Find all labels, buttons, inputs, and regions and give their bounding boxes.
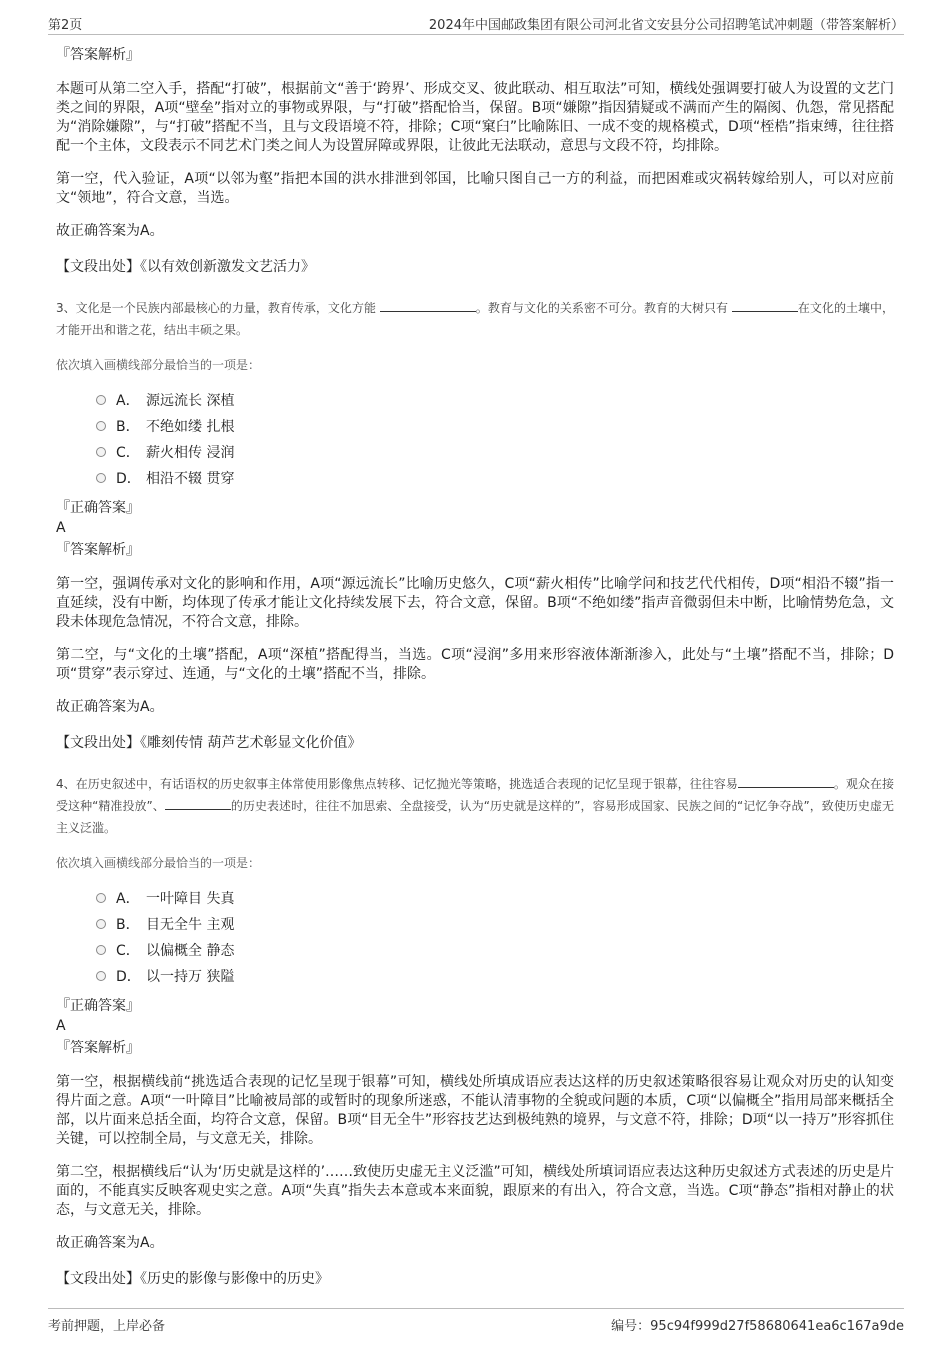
radio-icon[interactable] (96, 395, 106, 405)
option-text: 相沿不辍 贯穿 (146, 471, 235, 487)
option-letter: A． (116, 891, 140, 907)
analysis-heading: 『答案解析』 (56, 542, 140, 558)
option-text: 源远流长 深植 (146, 393, 235, 409)
answer-conclusion: 故正确答案为A。 (56, 223, 164, 239)
blank-line (165, 797, 231, 810)
option-text: 以一持万 狭隘 (146, 969, 235, 985)
correct-answer: A (56, 520, 66, 536)
options-list (96, 885, 894, 989)
question-text-part: 在文化的土壤中，才能开出和谐之花，结出丰硕之果。 (56, 301, 894, 337)
option-d[interactable] (96, 963, 894, 989)
source-citation: 【文段出处】《历史的影像与影像中的历史》 (56, 1271, 329, 1287)
analysis-paragraph: 第一空，代入验证，A项“以邻为壑”指把本国的洪水排泄到邻国，比喻只图自己一方的利益，而把困难或灾祸转嫁给别人，可以对应前文“领地”，符合文意，当选。 (56, 171, 894, 206)
option-text: 目无全牛 主观 (146, 917, 235, 933)
source-citation: 【文段出处】《雕刻传情 葫芦艺术彰显文化价值》 (56, 735, 362, 751)
option-text: 以偏概全 静态 (146, 943, 235, 959)
option-letter: D． (116, 969, 141, 985)
correct-answer-heading: 『正确答案』 (56, 500, 140, 516)
question-text (56, 297, 894, 341)
option-b[interactable] (96, 413, 894, 439)
option-letter: B． (116, 917, 140, 933)
page-header (48, 12, 904, 35)
analysis-paragraph: 本题可从第二空入手，搭配“打破”，根据前文“善于‘跨界’、形成交叉、彼此联动、相互取法”可知，横线处强调要打破人为设置的文艺门类之间的界限，A项“壁垒”指对立的事物或界限，与“打破”搭配恰当，保留。B项“嫌隙”指因猜疑或不满而产生的隔阂、仇怨，常见搭配为“消除嫌隙”，与“打破”搭配不当，且与文段语境不符，排除；C项“窠臼”比喻陈旧、一成不变的规格模式，D项“桎梏”指束缚，往往搭配一个主体，文段表示不同艺术门类之间人为设置屏障或界限，让彼此无法联动，意思与文段不符，均排除。 (56, 81, 894, 154)
option-text: 不绝如缕 扎根 (146, 419, 235, 435)
radio-icon[interactable] (96, 447, 106, 457)
document-title: 2024年中国邮政集团有限公司河北省文安县分公司招聘笔试冲刺题（带答案解析） (428, 18, 904, 33)
question-text-part: 。教育与文化的关系密不可分。教育的大树只有 (475, 301, 732, 315)
options-list (96, 387, 894, 491)
option-d[interactable] (96, 465, 894, 491)
page-footer (48, 1308, 904, 1335)
option-c[interactable] (96, 439, 894, 465)
analysis-paragraph: 第一空，强调传承对文化的影响和作用，A项“源远流长”比喻历史悠久，C项“薪火相传”比喻学问和技艺代代相传，D项“相沿不辍”指一直延续，没有中断，均体现了传承才能让文化持续发展下去，符合文意，保留。B项“不绝如缕”指声音微弱但未中断，比喻情势危急，文段未体现危急情况，不符合文意，排除。 (56, 576, 894, 630)
option-letter: D． (116, 471, 141, 487)
analysis-heading: 『答案解析』 (56, 47, 140, 63)
option-letter: C． (116, 445, 140, 461)
radio-icon[interactable] (96, 421, 106, 431)
blank-line (738, 775, 834, 788)
source-citation: 【文段出处】《以有效创新激发文艺活力》 (56, 259, 315, 275)
option-letter: C． (116, 943, 140, 959)
analysis-heading: 『答案解析』 (56, 1040, 140, 1056)
main-content (56, 44, 894, 1300)
blank-line (380, 299, 476, 312)
analysis-paragraph: 第二空，根据横线后“认为‘历史就是这样的’……致使历史虚无主义泛滥”可知，横线处所填词语应表达这种历史叙述方式表述的历史是片面的，不能真实反映客观史实之意。A项“失真”指失去本意或本来面貌，跟原来的有出入，符合文意，当选。C项“静态”指相对静止的状态，与文意无关，排除。 (56, 1164, 894, 1218)
option-c[interactable] (96, 937, 894, 963)
option-text: 薪火相传 浸润 (146, 445, 235, 461)
correct-answer: A (56, 1018, 66, 1034)
option-letter: A． (116, 393, 140, 409)
question-text-part: 3、文化是一个民族内部最核心的力量，教育传承，文化方能 (56, 301, 380, 315)
analysis-paragraph: 第二空，与“文化的土壤”搭配，A项“深植”搭配得当，当选。C项“浸润”多用来形容液体渐渐渗入，此处与“土壤”搭配不当，排除；D项“贯穿”表示穿过、连通，与“文化的土壤”搭配不当，排除。 (56, 647, 894, 682)
page-number: 第2页 (48, 18, 83, 33)
question-text-part: 。观众在接受这种“精准投放”、 (56, 777, 894, 813)
question-text (56, 773, 894, 839)
radio-icon[interactable] (96, 893, 106, 903)
option-letter: B． (116, 419, 140, 435)
radio-icon[interactable] (96, 971, 106, 981)
option-a[interactable] (96, 387, 894, 413)
question-prompt: 依次填入画横线部分最恰当的一项是： (56, 856, 261, 870)
correct-answer-heading: 『正确答案』 (56, 998, 140, 1014)
question-text-part: 的历史表述时，往往不加思索、全盘接受，认为“历史就是这样的”，容易形成国家、民族之间的“记忆争夺战”，致使历史虚无主义泛滥。 (56, 799, 894, 835)
footer-slogan: 考前押题，上岸必备 (48, 1319, 166, 1334)
question-text-part: 4、在历史叙述中，有话语权的历史叙事主体常使用影像焦点转移、记忆抛光等策略，挑选适合表现的记忆呈现于银幕，往往容易 (56, 777, 738, 791)
document-id: 编号：95c94f999d27f58680641ea6c167a9de (611, 1319, 904, 1334)
analysis-paragraph: 第一空，根据横线前“挑选适合表现的记忆呈现于银幕”可知，横线处所填成语应表达这样的历史叙述策略很容易让观众对历史的认知变得片面之意。A项“一叶障目”比喻被局部的或暂时的现象所迷惑，不能认清事物的全貌或问题的本质，C项“以偏概全”指用局部来概括全部，以片面来总括全面，均符合文意，保留。B项“目无全牛”形容技艺达到极纯熟的境界，与文意不符，排除；D项“以一持万”形容抓住关键，可以控制全局，与文意无关，排除。 (56, 1074, 894, 1147)
radio-icon[interactable] (96, 919, 106, 929)
answer-conclusion: 故正确答案为A。 (56, 1235, 164, 1251)
option-b[interactable] (96, 911, 894, 937)
answer-conclusion: 故正确答案为A。 (56, 699, 164, 715)
option-a[interactable] (96, 885, 894, 911)
radio-icon[interactable] (96, 945, 106, 955)
question-prompt: 依次填入画横线部分最恰当的一项是： (56, 358, 261, 372)
option-text: 一叶障目 失真 (146, 891, 235, 907)
radio-icon[interactable] (96, 473, 106, 483)
blank-line (732, 299, 798, 312)
